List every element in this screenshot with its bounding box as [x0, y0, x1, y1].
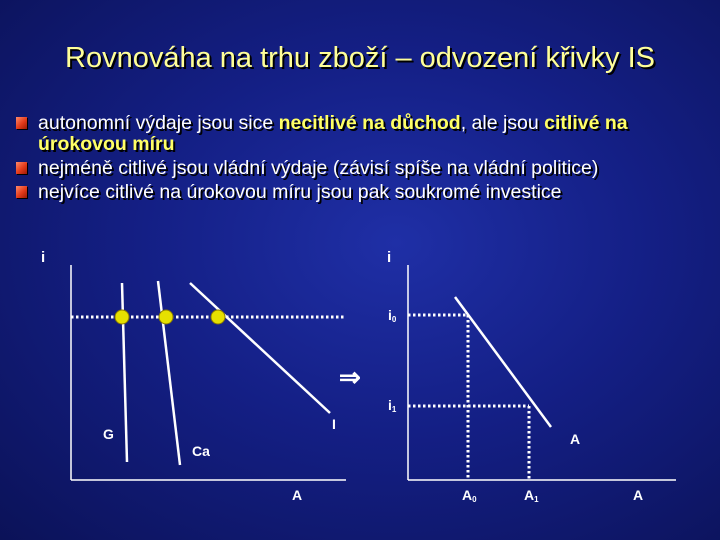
bullet-highlight: citlivé na úrokovou míru [38, 112, 628, 155]
intersection-dot-g [115, 310, 129, 324]
implies-arrow-icon: ⇒ [339, 362, 361, 392]
bullet-text: nejvíce citlivé na úrokovou míru jsou pak soukromé investice [38, 181, 562, 203]
bullet-text: , ale jsou [460, 112, 545, 134]
a0-label: A0 [462, 487, 477, 504]
intersection-dot-i [211, 310, 225, 324]
bullet-text: nejméně citlivé jsou vládní výdaje (závisí spíše na vládní politice) [38, 157, 599, 179]
slide-title: Rovnováha na trhu zboží – odvození křivky IS [65, 42, 655, 74]
curve-label-i: I [332, 416, 336, 432]
bullet-highlight: necitlivé na důchod [278, 112, 461, 134]
i0-label: i0 [388, 307, 397, 324]
bullet-text: autonomní výdaje jsou sice [38, 112, 279, 134]
left-x-axis-label: A [292, 487, 303, 503]
a1-label: A1 [524, 487, 539, 504]
i1-label: i1 [388, 397, 397, 414]
curve-label-a: A [570, 431, 581, 447]
right-x-axis-label: A [633, 487, 644, 503]
investment-curve [190, 283, 330, 413]
intersection-dot-ca [159, 310, 173, 324]
right-y-axis-label: i [387, 249, 392, 266]
curve-label-ca: Ca [192, 443, 210, 459]
curve-label-g: G [103, 426, 114, 442]
consumption-curve [158, 281, 180, 465]
left-y-axis-label: i [41, 249, 46, 266]
